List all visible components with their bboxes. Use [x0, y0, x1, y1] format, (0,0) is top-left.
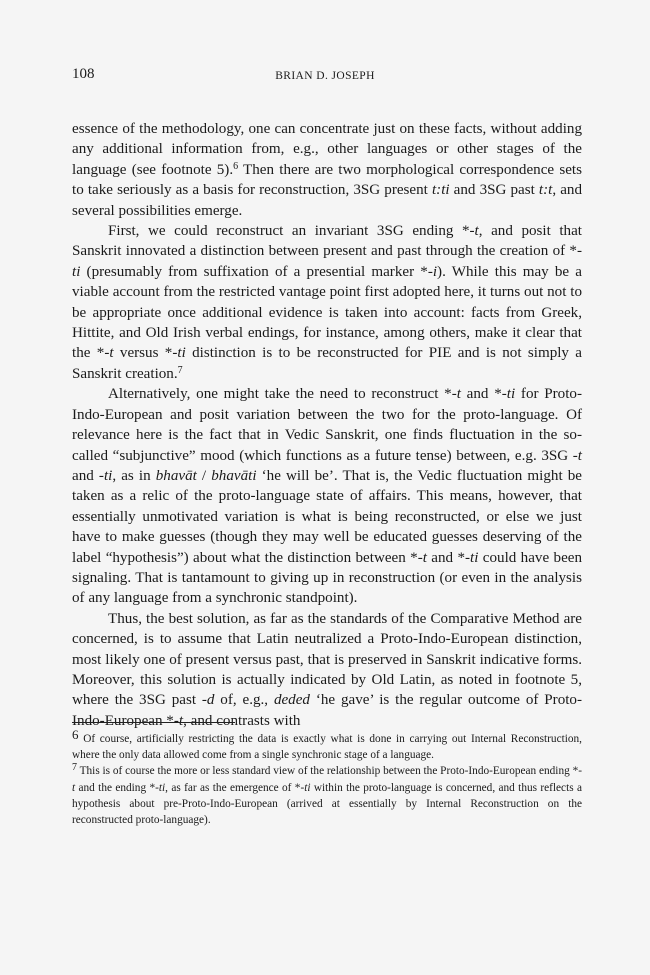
footnote-divider [72, 722, 235, 723]
footnote-6: 6 Of course, artificially restricting the data is exactly what is done in carrying out Internal Reconstruction, where the only data allowed come from a single synchronic stage of a language. [72, 727, 582, 762]
page-number: 108 [72, 66, 95, 82]
paragraph-3: Alternatively, one might take the need to reconstruct *-t and *-ti for Proto-Indo-European and posit variation between the two for the proto-language. Of relevance here is the fact that in Vedic Sanskrit, one finds fluctuation in the so-called “subjunctive” mood (which functions as a future tense) between, e.g. 3SG -t and -ti, as in bhavāt / bhavāti ‘he will be’. That is, the Vedic fluctuation might be taken as a relic of the proto-language state of affairs. This means, however, that essentially unmotivated variation is what is being reconstructed, or else we just have to make guesses (though they may well be educated guesses deserving of the label “hypothesis”) about what the distinction between *-t and *-ti could have been signaling. That is tantamount to giving up in reconstruction (or even in the analysis of any language from a synchronic standpoint). [72, 386, 583, 607]
footnote-7-marker: 7 [72, 762, 77, 774]
footnote-7: 7 This is of course the more or less standard view of the relationship between the Proto-Indo-European ending *-t and the ending *-ti, as far as the emergence of *-ti within the proto-language is concerned, and thus reflects a hypothesis about pre-Proto-Indo-European (arrived at essentially by Internal Reconstruction on the reconstructed proto-language). [72, 762, 582, 827]
footnote-ref-7[interactable]: 7 [177, 364, 183, 376]
running-head: BRIAN D. JOSEPH [275, 70, 375, 82]
paragraph-1: essence of the methodology, one can concentrate just on these facts, without adding any additional information from, e.g., other languages or other stages of the language (see footnote 5).$^6$ Then there are two morphological correspondence sets to take seriously as a basis for reconstruction, 3SG present t:ti and 3SG past t:t, and several possibilities emerge. [72, 121, 583, 219]
paragraph-2: First, we could reconstruct an invariant 3SG ending *-t, and posit that Sanskrit innovated a distinction between present and past through the creation of *-ti (presumably from suffixation of a presential marker *-i). While this may be a viable account from the restricted vantage point first adopted here, it turns out not to be appropriate once additional evidence is taken into account: facts from Greek, Hittite, and Old Irish verbal endings, for instance, among others, make it clear that the *-t versus *-ti distinction is to be reconstructed for PIE and is not simply a Sanskrit creation.$^7$ [72, 223, 583, 382]
paragraph-4: Thus, the best solution, as far as the standards of the Comparative Method are concerned, is to assume that Latin neutralized a Proto-Indo-European distinction, most likely one of present versus past, that is preserved in Sanskrit indicative forms. Moreover, this solution is actually indicated by Old Latin, as noted in footnote 5, where the 3SG past -d of, e.g., deded ‘he gave’ is the regular outcome of Proto-Indo-European *-t, and contrasts with [72, 610, 583, 729]
footnote-6-marker: 6 [72, 727, 79, 742]
footnote-ref-6[interactable]: 6 [233, 160, 239, 172]
footnotes [72, 727, 582, 828]
body-text [72, 119, 582, 731]
